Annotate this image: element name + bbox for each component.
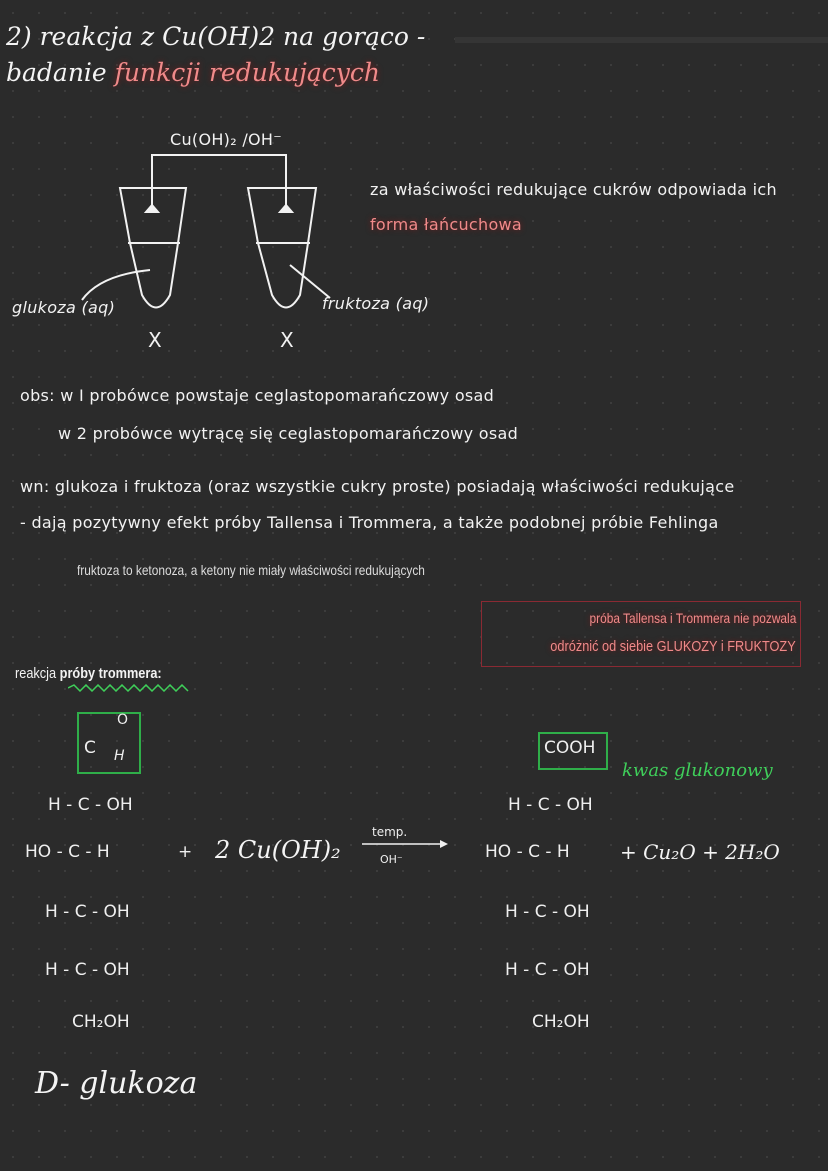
fructose-label: fruktoza (aq) [322,294,430,313]
green-underline [68,684,196,692]
heading-highlight: funkcji redukujących [114,58,380,87]
reaction-title-bold: próby trommera: [59,665,162,682]
glucose-row-5: CH₂OH [72,1012,130,1032]
reaction-arrow-icon [362,838,450,850]
heading-prefix: badanie [6,58,107,87]
aldehyde-c: C [84,738,96,758]
note-chain-form-line2: forma łańcuchowa [370,215,523,234]
no-reaction-mark-left: X [148,328,163,352]
carboxyl-group: COOH [544,738,596,758]
glucose-row-3: H - C - OH [45,902,130,922]
reagent-label: Cu(OH)₂ /OH⁻ [170,130,282,149]
products: + Cu₂O + 2H₂O [620,840,780,864]
reaction-title [15,665,162,682]
note-chain-form-line1: za właściwości redukujące cukrów odpowiada ich [370,180,777,199]
plus-sign: + [178,842,193,862]
boxed-note-line2: odróżnić od siebie GLUKOZY i FRUKTOZY [550,638,796,655]
arrow-condition-bottom: OH⁻ [380,853,403,866]
glucose-row-4: H - C - OH [45,960,130,980]
observation-line1: obs: w I probówce powstaje ceglastopomarańczowy osad [20,386,495,405]
heading-line2 [6,58,380,87]
gluconic-row-2: HO - C - H [485,842,570,862]
gluconic-row-5: CH₂OH [532,1012,590,1032]
gluconic-row-3: H - C - OH [505,902,590,922]
aldehyde-o: O [117,712,129,728]
glucose-label: glukoza (aq) [12,298,116,317]
side-note: fruktoza to ketonoza, a ketony nie miały właściwości redukujących [77,562,425,578]
gluconic-acid-label: kwas glukonowy [622,760,773,781]
aldehyde-h: H [114,748,125,764]
conclusion-line2: - dają pozytywny efekt próby Tallensa i Trommera, a także podobnej próbie Fehlinga [20,513,719,532]
gluconic-row-4: H - C - OH [505,960,590,980]
test-tube-diagram [0,140,460,360]
boxed-note-line1: próba Tallensa i Trommera nie pozwala [589,610,796,626]
conclusion-line1: wn: glukoza i fruktoza (oraz wszystkie cukry proste) posiadają właściwości redukujące [20,477,735,496]
no-reaction-mark-right: X [280,328,295,352]
heading-line1: 2) reakcja z Cu(OH)2 na gorąco - [6,22,426,51]
glucose-row-2: HO - C - H [25,842,110,862]
reaction-title-prefix: reakcja [15,665,57,682]
observation-line2: w 2 probówce wytrącę się ceglastopomarańczowy osad [58,424,519,443]
glucose-name: D- glukoza [35,1066,198,1101]
arrow-condition-top: temp. [372,825,408,839]
divider [455,37,828,43]
glucose-row-1: H - C - OH [48,795,133,815]
gluconic-row-1: H - C - OH [508,795,593,815]
copper-hydroxide: 2 Cu(OH)₂ [215,836,341,864]
